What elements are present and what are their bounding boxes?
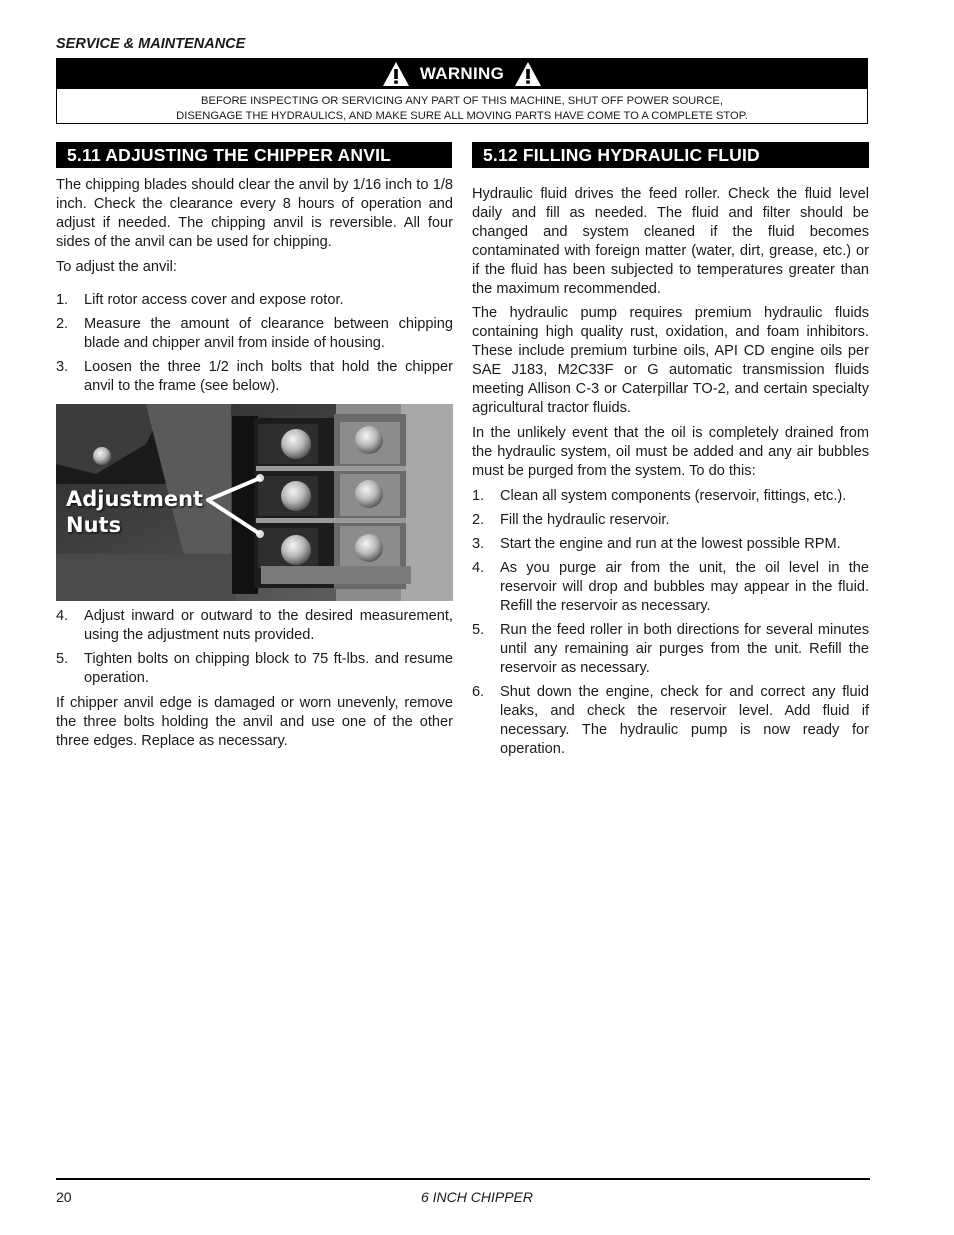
- hydraulic-para-2: The hydraulic pump requires premium hydraulic fluids containing high quality rust, oxidation, and foam inhibitors. These include premium turbine oils, API CD engine oils per SAE J183, M2C33F or G automatic transmission fluids meeting Allison C-3 or Caterpillar TO-2, and certain specialty agricultural tractor fluids.: [472, 305, 869, 416]
- warning-text: [57, 89, 867, 124]
- list-item: 2. Fill the hydraulic reservoir.: [472, 512, 670, 528]
- anvil-photo: [56, 404, 453, 601]
- anvil-intro: The chipping blades should clear the anvil by 1/16 inch to 1/8 inch. Check the clearance every 8 hours of operation and adjust if needed. The chipping anvil is reversible. All four sides of the anvil can be used for chipping.: [56, 177, 453, 250]
- section-heading-hydraulic: 5.12 FILLING HYDRAULIC FLUID: [472, 142, 869, 168]
- footer-title: 6 INCH CHIPPER: [420, 1189, 534, 1205]
- footer-rule: [56, 1178, 870, 1180]
- to-adjust-label: To adjust the anvil:: [56, 259, 177, 275]
- list-item: 5. Tighten bolts on chipping block to 75 ft-lbs. and resume operation.: [56, 651, 453, 686]
- warning-line: DISENGAGE THE HYDRAULICS, AND MAKE SURE ALL MOVING PARTS HAVE COME TO A COMPLETE STOP.: [176, 110, 748, 122]
- anvil-steps-list: [56, 291, 453, 396]
- list-item: 2. Measure the amount of clearance between chipping blade and chipper anvil from inside of housing.: [56, 316, 453, 351]
- section-heading-anvil: 5.11 ADJUSTING THE CHIPPER ANVIL: [56, 142, 452, 168]
- list-item: 1. Lift rotor access cover and expose rotor.: [56, 292, 344, 308]
- warning-triangle-icon: [382, 61, 410, 87]
- warning-line: BEFORE INSPECTING OR SERVICING ANY PART OF THIS MACHINE, SHUT OFF POWER SOURCE,: [201, 95, 723, 107]
- list-item: 4. Adjust inward or outward to the desired measurement, using the adjustment nuts provided.: [56, 608, 453, 643]
- list-item: 1. Clean all system components (reservoir, fittings, etc.).: [472, 488, 847, 504]
- warning-box: [56, 58, 868, 124]
- list-item: 6. Shut down the engine, check for and correct any fluid leaks, and check the reservoir level. Add fluid if necessary. The hydraulic pump is now ready for operation.: [472, 684, 869, 757]
- hydraulic-para-1: Hydraulic fluid drives the feed roller. Check the fluid level daily and fill as needed. The fluid and filter should be changed and system cleaned if the fluid becomes contaminated with foreign matter (water, dirt, grease, etc.) or if the fluid has been subjected to temperatures greater than the maximum recommended.: [472, 186, 869, 297]
- hydraulic-steps-list: [472, 487, 869, 759]
- page-number: 20: [56, 1189, 72, 1205]
- list-item: 3. Start the engine and run at the lowest possible RPM.: [472, 536, 841, 552]
- section-label: SERVICE & MAINTENANCE: [56, 36, 246, 52]
- photo-label-line: Nuts: [66, 513, 122, 537]
- warning-title: WARNING: [419, 64, 505, 83]
- hydraulic-para-3: In the unlikely event that the oil is completely drained from the hydraulic system, oil must be added and any air bubbles must be purged from the system. To do this:: [472, 425, 869, 479]
- list-item: 3. Loosen the three 1/2 inch bolts that hold the chipper anvil to the frame (see below).: [56, 359, 453, 394]
- anvil-closing: If chipper anvil edge is damaged or worn unevenly, remove the three bolts holding the anvil and use one of the other three edges. Replace as necessary.: [56, 695, 453, 749]
- photo-callout: [66, 486, 203, 538]
- anvil-steps-list-continued: [56, 607, 453, 688]
- warning-triangle-icon: [514, 61, 542, 87]
- photo-label-line: Adjustment: [66, 487, 204, 511]
- list-item: 4. As you purge air from the unit, the oil level in the reservoir will drop and bubbles may appear in the fluid. Refill the reservoir as necessary.: [472, 560, 869, 614]
- warning-header: [57, 59, 867, 89]
- list-item: 5. Run the feed roller in both directions for several minutes until any remaining air purges from the unit. Refill the reservoir as necessary.: [472, 622, 869, 676]
